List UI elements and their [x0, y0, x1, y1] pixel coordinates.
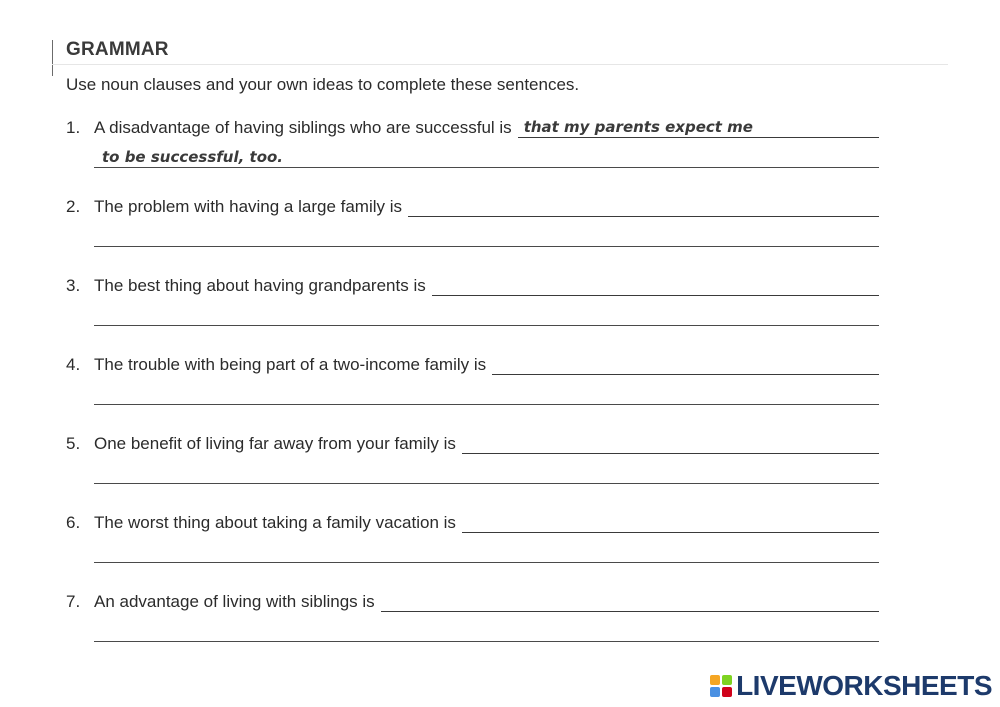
question-number: 1.: [66, 118, 81, 137]
question-text: One benefit of living far away from your family is: [94, 434, 456, 453]
logo-text: LIVEWORKSHEETS: [736, 670, 992, 701]
answer-field-1-continuation[interactable]: [94, 145, 879, 168]
section-heading: GRAMMAR: [66, 39, 169, 60]
answer-field-3-continuation[interactable]: [94, 303, 879, 326]
header-rule: [52, 64, 948, 65]
answer-field-7[interactable]: [381, 591, 879, 612]
question-number: 7.: [66, 592, 81, 611]
answer-text: to be successful, too.: [102, 148, 283, 166]
answer-field-1[interactable]: [518, 117, 879, 138]
question-6: [66, 511, 879, 533]
question-7: [66, 590, 879, 612]
margin-rule: [52, 40, 53, 76]
logo-square-2: [722, 675, 732, 685]
answer-field-5[interactable]: [462, 433, 879, 454]
question-4: [66, 353, 879, 375]
logo-icon: [710, 675, 732, 697]
question-number: 3.: [66, 276, 81, 295]
question-text: The best thing about having grandparents is: [94, 276, 426, 295]
question-1: [66, 116, 879, 138]
liveworksheets-logo: [710, 671, 992, 701]
question-text: An advantage of living with siblings is: [94, 592, 375, 611]
answer-field-6[interactable]: [462, 512, 879, 533]
question-number: 5.: [66, 434, 81, 453]
question-3: [66, 274, 879, 296]
answer-field-3[interactable]: [432, 275, 879, 296]
answer-field-5-continuation[interactable]: [94, 461, 879, 484]
question-text: The trouble with being part of a two-income family is: [94, 355, 487, 374]
logo-square-4: [722, 687, 732, 697]
logo-square-1: [710, 675, 720, 685]
answer-field-4[interactable]: [492, 354, 879, 375]
question-2: [66, 195, 879, 217]
answer-text: that my parents expect me: [523, 118, 753, 136]
question-5: [66, 432, 879, 454]
answer-field-2-continuation[interactable]: [94, 224, 879, 247]
logo-square-3: [710, 687, 720, 697]
answer-field-7-continuation[interactable]: [94, 619, 879, 642]
question-text: The problem with having a large family is: [94, 197, 403, 216]
question-number: 4.: [66, 355, 81, 374]
question-text: The worst thing about taking a family vacation is: [94, 513, 456, 532]
instructions-text: Use noun clauses and your own ideas to complete these sentences.: [66, 75, 580, 94]
answer-field-2[interactable]: [408, 196, 879, 217]
answer-field-4-continuation[interactable]: [94, 382, 879, 405]
answer-field-6-continuation[interactable]: [94, 540, 879, 563]
question-number: 2.: [66, 197, 81, 216]
question-number: 6.: [66, 513, 81, 532]
question-text: A disadvantage of having siblings who are successful is: [94, 118, 512, 137]
